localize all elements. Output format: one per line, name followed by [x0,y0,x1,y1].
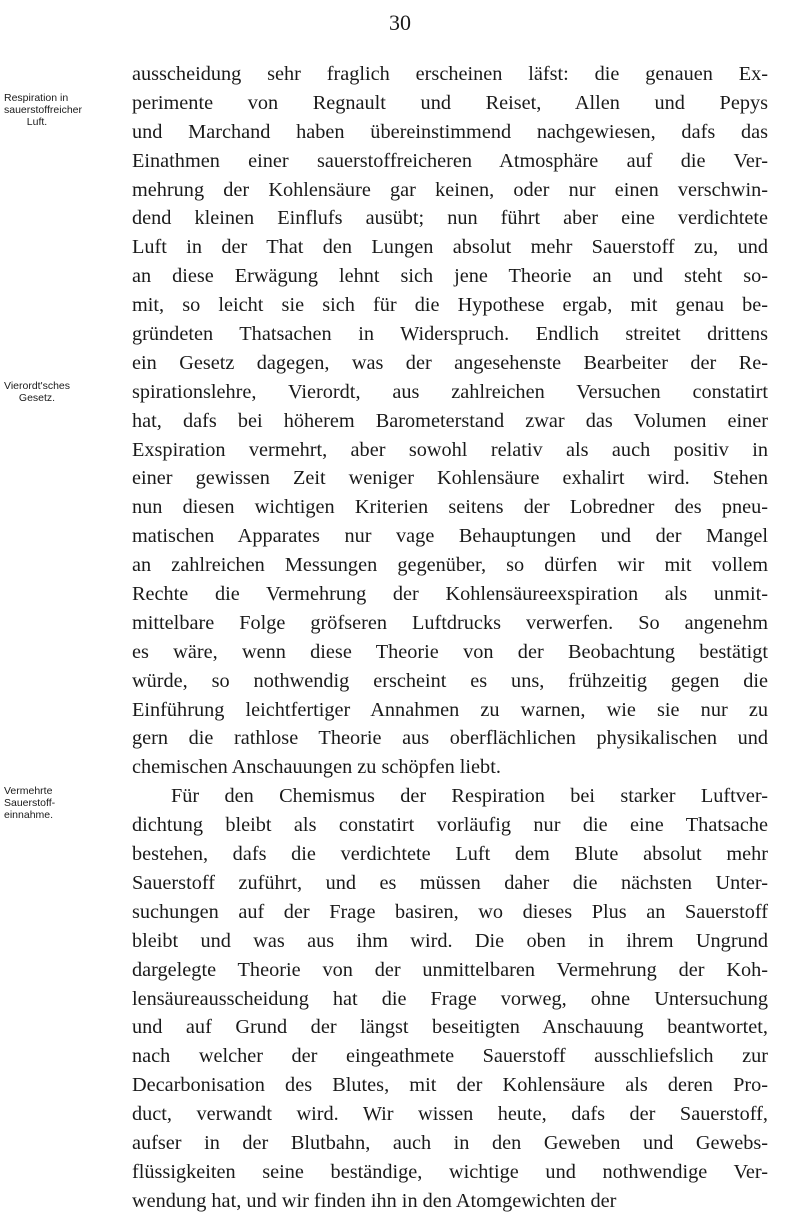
text-line: Sauerstoff zuführt, und es müssen daher die nächsten Unter- [132,871,768,894]
text-line: ausscheidung sehr fraglich erscheinen läfst: die genauen Ex- [132,63,768,85]
margin-note-respiration [4,92,130,128]
text-line: perimente von Regnault und Reiset, Allen und Pepys [132,91,768,114]
margin-note-line: einnahme. [4,809,54,821]
text-line: dend kleinen Einflufs ausübt; nun führt aber eine verdichtete [132,207,768,230]
text-line: ein Gesetz dagegen, was der angesehenste Bearbeiter der Re- [132,351,768,374]
margin-note-line: Vierordt'sches [4,380,71,392]
text-line: Luft in der That den Lungen absolut mehr Sauerstoff zu, und [132,236,768,259]
text-line: dichtung bleibt als constatirt vorläufig nur die eine Thatsache [132,814,768,837]
text-line: matischen Apparates nur vage Behauptungen und der Mangel [132,525,768,548]
body-text [132,60,768,1216]
text-line: chemischen Anschauungen zu schöpfen liebt. [132,756,501,779]
margin-note-line: sauerstoffreicher [4,104,83,116]
text-line: flüssigkeiten seine beständige, wichtige und nothwendige Ver- [132,1160,768,1183]
text-line: es wäre, wenn diese Theorie von der Beobachtung bestätigt [132,640,768,663]
text-line: duct, verwandt wird. Wir wissen heute, dafs der Sauerstoff, [132,1103,768,1126]
text-line: einer gewissen Zeit weniger Kohlensäure exhalirt wird. Stehen [132,467,768,490]
text-line: aufser in der Blutbahn, auch in den Geweben und Gewebs- [132,1131,768,1154]
text-line: lensäureausscheidung hat die Frage vorweg, ohne Untersuchung [132,987,768,1010]
text-line: mittelbare Folge gröfseren Luftdrucks verwerfen. So angenehm [132,611,768,634]
text-line: und Marchand haben übereinstimmend nachgewiesen, dafs das [132,120,768,143]
text-line: Einführung leichtfertiger Annahmen zu warnen, wie sie nur zu [132,698,768,721]
text-line: suchungen auf der Frage basiren, wo dieses Plus an Sauerstoff [132,900,768,923]
margin-note-sauerstoff [4,785,130,821]
margin-note-line: Vermehrte [4,785,53,797]
text-line: gründeten Thatsachen in Widerspruch. Endlich streitet drittens [132,323,768,346]
text-line: an diese Erwägung lehnt sich jene Theorie an und steht so- [132,265,768,288]
text-line: Decarbonisation des Blutes, mit der Kohlensäure als deren Pro- [132,1074,768,1097]
text-line: Rechte die Vermehrung der Kohlensäureexspiration als unmit- [132,583,768,606]
text-line: Exspiration vermehrt, aber sowohl relativ als auch positiv in [132,438,768,461]
text-line: an zahlreichen Messungen gegenüber, so dürfen wir mit vollem [132,554,768,577]
text-line: nach welcher der eingeathmete Sauerstoff ausschliefslich zur [132,1045,768,1068]
text-line: nun diesen wichtigen Kriterien seitens der Lobredner des pneu- [132,496,768,519]
text-line: wendung hat, und wir finden ihn in den Atomgewichten der [132,1189,617,1212]
text-line: würde, so nothwendig erscheint es uns, frühzeitig gegen die [132,669,768,692]
text-line: und auf Grund der längst beseitigten Anschauung beantwortet, [132,1016,768,1039]
margin-note-line: Respiration in [4,92,69,104]
text-line: spirationslehre, Vierordt, aus zahlreichen Versuchen constatirt [132,380,768,403]
margin-note-line: Sauerstoff- [4,797,56,809]
text-line: mit, so leicht sie sich für die Hypothese ergab, mit genau be- [132,294,768,317]
margin-note-line: Luft. [26,116,48,128]
text-line: bleibt und was aus ihm wird. Die oben in ihrem Ungrund [132,929,768,952]
margin-note-line: Gesetz. [18,392,56,404]
text-line: gern die rathlose Theorie aus oberflächlichen physikalischen und [132,727,768,750]
margin-note-vierordt [4,380,130,404]
text-line: mehrung der Kohlensäure gar keinen, oder nur einen verschwin- [132,178,768,201]
page-number: 30 [389,10,411,35]
text-line: dargelegte Theorie von der unmittelbaren Vermehrung der Koh- [132,958,768,981]
text-line: Für den Chemismus der Respiration bei starker Luftver- [171,785,768,808]
text-line: bestehen, dafs die verdichtete Luft dem Blute absolut mehr [132,843,768,866]
text-line: hat, dafs bei höherem Barometerstand zwar das Volumen einer [132,409,768,432]
text-line: Einathmen einer sauerstoffreicheren Atmosphäre auf die Ver- [132,149,768,172]
